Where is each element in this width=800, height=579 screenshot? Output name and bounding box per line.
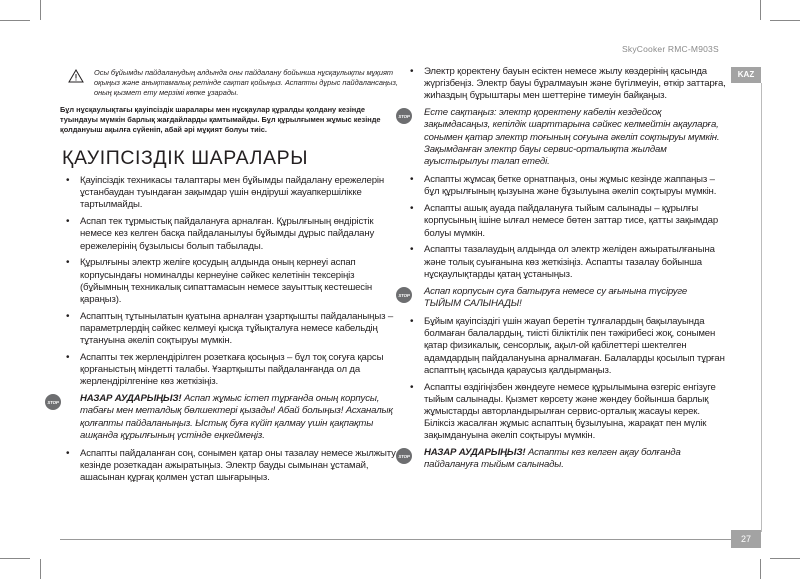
list-item: • Аспапты тек жерлендірілген розеткаға қосыңыз – бұл тоқ соғуға қарсы қорғаныстың міндетті талабы. Ұзартқышты пайдаланғанда ол да жерлендірілгенінe көз жеткізіңіз. (66, 352, 384, 388)
crop-mark (760, 0, 761, 20)
stop-icon (396, 108, 412, 124)
crop-mark (770, 20, 800, 21)
right-column (398, 66, 726, 478)
svg-text:STOP: STOP (398, 292, 410, 298)
crop-mark (40, 0, 41, 20)
list-item: • Аспапты өздігіңізбен жөндеуге немесе құрылымына өзгеріс енгізуге тыйым салынады. Қызмет көрсету және жөндеу бойынша барлық жұмыстарды авторландырылған сервис-орталық жасауы керек. Біліксіз жасалған жұмыс аспаптың бұзылуына, жарақат пен мүлік зақымдануына әкеліп соқтыруы мүмкін. (410, 381, 716, 442)
list-item: • Аспапты тазалаудың алдында ол электр желіден ажыратылғанына және толық суығанына көз жеткізіңіз. Аспапты тазалау бойынша нұсқаулықтарды қатаң ұстаныңыз. (410, 244, 715, 280)
warning-triangle-icon (68, 69, 84, 83)
list-item: • Аспаптың тұтынылатын қуатына арналған ұзартқышты пайдаланыңыз – параметрлердің сәйкес келмеуі қысқа тұйықталуға немесе кабельдің тұтануына әкеліп соқтыруы мүмкін. (66, 310, 394, 347)
list-item: • Бұйым қауіпсіздігі үшін жауап беретін тұлғалардың бақылауында болмаған балалардың, тиісті біліктілік пен тәжірибесі жоқ, сонымен қатар физикалық, сенсорлық, ақыл-ой қабілеттері шектелген адамдардың пайдалануына арналмаған. Балаларды қосылып тұрған аспаптың қасында қараусыз қалдырмаңыз. (410, 316, 725, 376)
crop-mark (40, 559, 41, 579)
model-header: SkyCooker RMC-M903S (622, 44, 719, 54)
safety-list-continued (60, 448, 400, 485)
svg-text:STOP: STOP (47, 400, 59, 406)
stop-icon (396, 448, 412, 464)
svg-text:STOP: STOP (398, 114, 410, 120)
section-title: ҚАУІПСІЗДІК ШАРАЛАРЫ (62, 147, 309, 169)
stop-warning: STOP НАЗАР АУДАРЫҢЫЗ! Аспапты кез келген ақау болғанда пайдалануға тыйым салынады. (404, 447, 726, 471)
safety-list (60, 175, 400, 389)
language-tab: KAZ (731, 67, 761, 83)
crop-mark (770, 558, 800, 559)
stop-icon (45, 394, 61, 410)
disclaimer-note: Бұл нұсқаулықтағы қауіпсіздік шаралары мен нұсқаулар құралды қолдану кезінде туындауы мүмкін барлық жағдайларды қамтымайды. Бұл құрылғымен жұмыс кезінде қолдануыш ақылға сүйеніп, абай әрі мұқият болуы тиіс. (60, 105, 381, 134)
stop-warning: STOP Есте сақтаңыз: электр қоректену кабелін кездейсоқ зақымдасаңыз, кепілдік шарттарына сәйкес келмейтін ақауларға, сонымен қатар электр тоғының соғуына әкеліп соқтыруы мүмкін. Зақымданған электр бауы сервис-орталықта жылдам ауыстырылуы талап етеді. (404, 107, 726, 168)
list-item: • Аспапты ашық ауада пайдалануға тыйым салынады – құрылғы корпусының ішіне ылғал немесе бөтен заттар тисе, қатты зақымдар болуы мүмкін. (410, 203, 719, 239)
stop-warning: STOP Аспап корпусын суға батыруға немесе су ағынына түсіруге ТЫЙЫМ САЛЫНАДЫ! (404, 286, 726, 310)
list-item: • Электр қоректену бауын есіктен немесе жылу көздерінің қасында жүргізбеңіз. Электр бауы бұралмауын және бүгілмеуін, өткір заттарға, жиһаздың бұрыштары мен шеттеріне тимеуін байқаңыз. (410, 66, 726, 102)
list-item: • Аспапты пайдаланған соң, сонымен қатар оны тазалау немесе жылжыту кезінде розеткадан ажыратыңыз. Электр бауды сымынан ұстамай, ашасынан құрғақ қолмен ұстап шығарыңыз. (66, 448, 396, 484)
warning-note: Осы бұйымды пайдаланудың алдында оны пайдалану бойынша нұсқаулықты мұқият оқыңыз және анықтамалық ретінде сақтап қойыңыз. Аспапты дұрыс пайдалансаңыз, оның қызмет ету мерзімі көпке ұзарады. (60, 68, 400, 98)
list-item: • Қауіпсіздік техникасы талаптары мен бұйымды пайдалану ережелерін ұстанбаудан туындаған зақымдар үшін өндіруші жауапкершілікке тартылмайды. (66, 175, 385, 211)
page-number: 27 (731, 530, 761, 548)
list-item: • Аспап тек тұрмыстық пайдалануға арналған. Құрылғының өндірістік немесе кез келген басқа пайдаланылуы бұйымды дұрыс пайдалану ережелерінің бұзылысы болып табылады. (66, 216, 375, 252)
footer-divider (60, 539, 731, 540)
stop-warning: STOP НАЗАР АУДАРЫҢЫЗ! Аспап жұмыс істеп тұрғанда оның корпусы, табағы мен металдық бөлшектері қызады! Абай болыңыз! Асханалық қолғапты пайдаланыңыз. Ыстық буға күйіп қалмау үшін қақпақты ашқанда құрылғының үстінде еңкеймеңіз. (60, 393, 400, 442)
svg-text:STOP: STOP (398, 454, 410, 460)
crop-mark (0, 20, 30, 21)
list-item: • Аспапты жұмсақ бетке орнатпаңыз, оны жұмыс кезінде жаппаңыз – бұл құрылғының қызуына және бұзылуына әкеліп соқтыруы мүмкін. (410, 174, 717, 198)
crop-mark (0, 558, 30, 559)
sidebar-divider (761, 83, 762, 532)
left-column (47, 66, 400, 489)
list-item: • Құрылғыны электр желіге қосудың алдында оның кернеуі аспап корпусындағы номиналды кернеуіне сәйкес келетінін тексеріңіз (бұйымның техникалық сипаттамасын немесе зауыттық кестешесін қараңыз). (66, 257, 373, 306)
stop-icon (396, 287, 412, 303)
crop-mark (760, 559, 761, 579)
